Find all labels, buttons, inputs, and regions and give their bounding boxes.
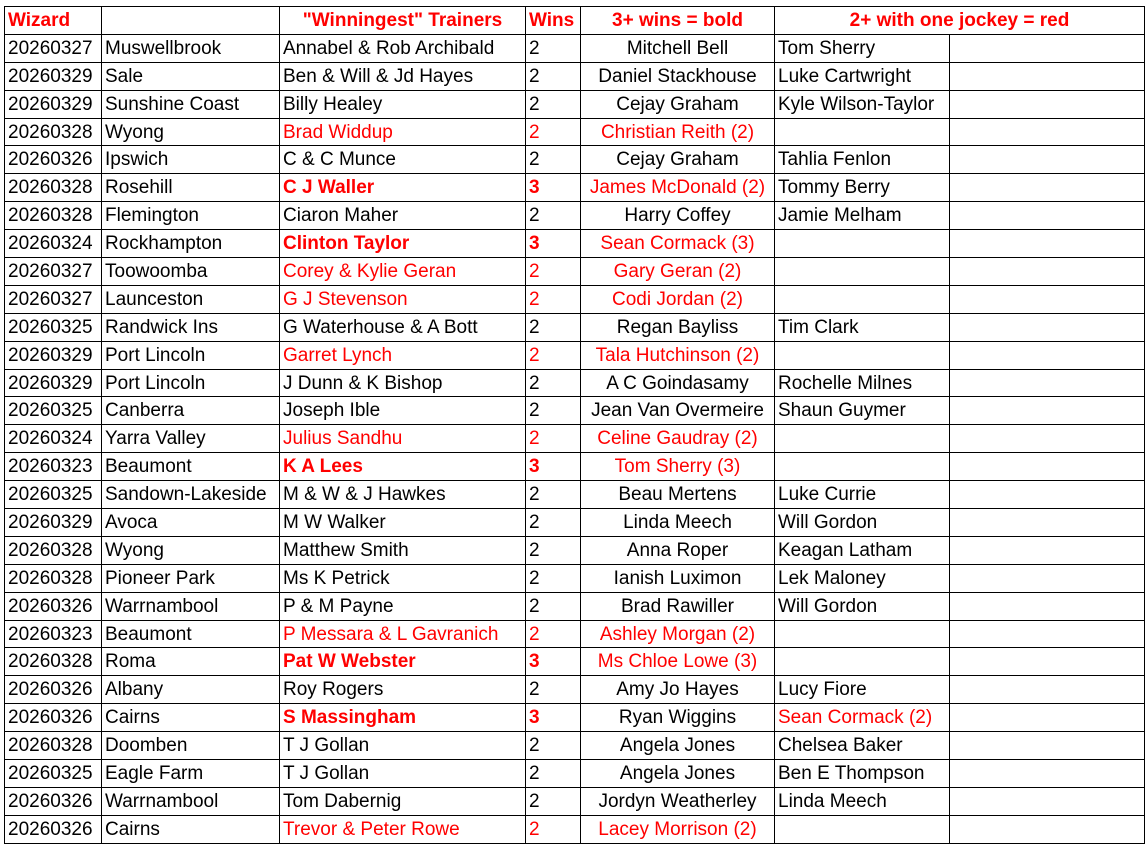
jockey2-cell[interactable]: Luke Currie xyxy=(775,481,950,509)
venue-cell[interactable]: Warrnambool xyxy=(102,787,280,815)
empty-cell[interactable] xyxy=(950,230,1145,258)
wins-cell[interactable]: 3 xyxy=(526,230,581,258)
wins-cell[interactable]: 2 xyxy=(526,258,581,286)
venue-cell[interactable]: Rockhampton xyxy=(102,230,280,258)
table-row xyxy=(5,453,1145,481)
empty-cell[interactable] xyxy=(950,313,1145,341)
trainer-cell[interactable]: M & W & J Hawkes xyxy=(280,481,526,509)
jockey-cell[interactable]: Jordyn Weatherley xyxy=(581,787,775,815)
venue-cell[interactable]: Beaumont xyxy=(102,620,280,648)
trainer-cell[interactable]: J Dunn & K Bishop xyxy=(280,369,526,397)
jockey-cell[interactable]: Christian Reith (2) xyxy=(581,118,775,146)
date-cell[interactable]: 20260328 xyxy=(5,564,102,592)
venue-cell[interactable]: Wyong xyxy=(102,118,280,146)
table-row xyxy=(5,90,1145,118)
trainer-cell[interactable]: Garret Lynch xyxy=(280,341,526,369)
trainer-cell[interactable]: Clinton Taylor xyxy=(280,230,526,258)
jockey2-cell[interactable]: Keagan Latham xyxy=(775,536,950,564)
wins-cell[interactable]: 2 xyxy=(526,397,581,425)
table-row xyxy=(5,258,1145,286)
jockey-cell[interactable]: Tala Hutchinson (2) xyxy=(581,341,775,369)
venue-cell[interactable]: Doomben xyxy=(102,732,280,760)
jockey2-cell[interactable] xyxy=(775,453,950,481)
trainer-cell[interactable]: Tom Dabernig xyxy=(280,787,526,815)
date-cell[interactable]: 20260328 xyxy=(5,174,102,202)
jockey2-cell[interactable]: Kyle Wilson-Taylor xyxy=(775,90,950,118)
venue-cell[interactable]: Ipswich xyxy=(102,146,280,174)
trainer-cell[interactable]: Trevor & Peter Rowe xyxy=(280,815,526,843)
wins-cell[interactable]: 3 xyxy=(526,648,581,676)
wins-cell[interactable]: 2 xyxy=(526,620,581,648)
date-cell[interactable]: 20260327 xyxy=(5,285,102,313)
trainer-cell[interactable]: Julius Sandhu xyxy=(280,425,526,453)
venue-cell[interactable]: Sale xyxy=(102,62,280,90)
date-cell[interactable]: 20260325 xyxy=(5,481,102,509)
table-row xyxy=(5,202,1145,230)
date-cell[interactable]: 20260323 xyxy=(5,620,102,648)
header-cell-bold-rule[interactable]: 3+ wins = bold xyxy=(581,7,775,35)
table-row xyxy=(5,230,1145,258)
table-row xyxy=(5,425,1145,453)
date-cell[interactable]: 20260329 xyxy=(5,62,102,90)
empty-cell[interactable] xyxy=(950,732,1145,760)
empty-cell[interactable] xyxy=(950,258,1145,286)
table-row xyxy=(5,592,1145,620)
jockey2-cell[interactable]: Rochelle Milnes xyxy=(775,369,950,397)
date-cell[interactable]: 20260327 xyxy=(5,34,102,62)
wins-cell[interactable]: 2 xyxy=(526,732,581,760)
jockey2-cell[interactable] xyxy=(775,815,950,843)
jockey-cell[interactable]: Codi Jordan (2) xyxy=(581,285,775,313)
jockey-cell[interactable]: James McDonald (2) xyxy=(581,174,775,202)
empty-cell[interactable] xyxy=(950,787,1145,815)
date-cell[interactable]: 20260325 xyxy=(5,313,102,341)
header-cell-wizard[interactable]: Wizard xyxy=(5,7,102,35)
jockey-cell[interactable]: Brad Rawiller xyxy=(581,592,775,620)
jockey2-cell[interactable]: Shaun Guymer xyxy=(775,397,950,425)
empty-cell[interactable] xyxy=(950,285,1145,313)
jockey-cell[interactable]: Cejay Graham xyxy=(581,90,775,118)
trainer-cell[interactable]: Ben & Will & Jd Hayes xyxy=(280,62,526,90)
table-row xyxy=(5,481,1145,509)
empty-cell[interactable] xyxy=(950,397,1145,425)
jockey-cell[interactable]: Regan Bayliss xyxy=(581,313,775,341)
empty-cell[interactable] xyxy=(950,620,1145,648)
table-row xyxy=(5,313,1145,341)
empty-cell[interactable] xyxy=(950,62,1145,90)
wins-cell[interactable]: 2 xyxy=(526,536,581,564)
venue-cell[interactable]: Rosehill xyxy=(102,174,280,202)
jockey-cell[interactable]: Mitchell Bell xyxy=(581,34,775,62)
venue-cell[interactable]: Eagle Farm xyxy=(102,760,280,788)
wins-cell[interactable]: 2 xyxy=(526,369,581,397)
table-row xyxy=(5,341,1145,369)
jockey2-cell[interactable]: Lek Maloney xyxy=(775,564,950,592)
venue-cell[interactable]: Canberra xyxy=(102,397,280,425)
venue-cell[interactable]: Muswellbrook xyxy=(102,34,280,62)
empty-cell[interactable] xyxy=(950,481,1145,509)
trainer-cell[interactable]: P Messara & L Gavranich xyxy=(280,620,526,648)
jockey2-cell[interactable]: Sean Cormack (2) xyxy=(775,704,950,732)
trainer-cell[interactable]: K A Lees xyxy=(280,453,526,481)
wins-cell[interactable]: 2 xyxy=(526,34,581,62)
jockey-cell[interactable]: Harry Coffey xyxy=(581,202,775,230)
empty-cell[interactable] xyxy=(950,453,1145,481)
table-row xyxy=(5,174,1145,202)
venue-cell[interactable]: Sunshine Coast xyxy=(102,90,280,118)
header-cell-red-rule[interactable]: 2+ with one jockey = red xyxy=(775,7,1145,35)
wins-cell[interactable]: 2 xyxy=(526,509,581,537)
date-cell[interactable]: 20260327 xyxy=(5,258,102,286)
jockey2-cell[interactable]: Luke Cartwright xyxy=(775,62,950,90)
jockey-cell[interactable]: Cejay Graham xyxy=(581,146,775,174)
wins-cell[interactable]: 2 xyxy=(526,341,581,369)
venue-cell[interactable]: Wyong xyxy=(102,536,280,564)
jockey2-cell[interactable] xyxy=(775,118,950,146)
table-row xyxy=(5,509,1145,537)
date-cell[interactable]: 20260328 xyxy=(5,536,102,564)
date-cell[interactable]: 20260326 xyxy=(5,815,102,843)
table-row xyxy=(5,676,1145,704)
table-row xyxy=(5,62,1145,90)
table-row xyxy=(5,815,1145,843)
trainers-table xyxy=(4,6,1145,844)
wins-cell[interactable]: 2 xyxy=(526,481,581,509)
table-body xyxy=(5,7,1145,844)
trainer-cell[interactable]: Pat W Webster xyxy=(280,648,526,676)
venue-cell[interactable]: Flemington xyxy=(102,202,280,230)
trainer-cell[interactable]: Annabel & Rob Archibald xyxy=(280,34,526,62)
empty-cell[interactable] xyxy=(950,369,1145,397)
table-row xyxy=(5,564,1145,592)
trainer-cell[interactable]: Corey & Kylie Geran xyxy=(280,258,526,286)
venue-cell[interactable]: Avoca xyxy=(102,509,280,537)
empty-cell[interactable] xyxy=(950,509,1145,537)
jockey2-cell[interactable] xyxy=(775,258,950,286)
table-row xyxy=(5,369,1145,397)
date-cell[interactable]: 20260329 xyxy=(5,341,102,369)
wins-cell[interactable]: 2 xyxy=(526,313,581,341)
jockey-cell[interactable]: Lacey Morrison (2) xyxy=(581,815,775,843)
jockey-cell[interactable]: Angela Jones xyxy=(581,760,775,788)
jockey2-cell[interactable] xyxy=(775,620,950,648)
jockey-cell[interactable]: Anna Roper xyxy=(581,536,775,564)
date-cell[interactable]: 20260325 xyxy=(5,397,102,425)
empty-cell[interactable] xyxy=(950,564,1145,592)
table-row xyxy=(5,536,1145,564)
date-cell[interactable]: 20260329 xyxy=(5,509,102,537)
jockey2-cell[interactable]: Ben E Thompson xyxy=(775,760,950,788)
wins-cell[interactable]: 2 xyxy=(526,787,581,815)
wins-cell[interactable]: 2 xyxy=(526,425,581,453)
empty-cell[interactable] xyxy=(950,704,1145,732)
jockey2-cell[interactable] xyxy=(775,341,950,369)
header-cell-trainers[interactable]: "Winningest" Trainers xyxy=(280,7,526,35)
wins-cell[interactable]: 2 xyxy=(526,118,581,146)
jockey2-cell[interactable]: Will Gordon xyxy=(775,592,950,620)
empty-cell[interactable] xyxy=(950,341,1145,369)
date-cell[interactable]: 20260326 xyxy=(5,592,102,620)
jockey-cell[interactable]: Daniel Stackhouse xyxy=(581,62,775,90)
jockey2-cell[interactable]: Tommy Berry xyxy=(775,174,950,202)
jockey2-cell[interactable]: Tom Sherry xyxy=(775,34,950,62)
jockey-cell[interactable]: Ianish Luximon xyxy=(581,564,775,592)
empty-cell[interactable] xyxy=(950,174,1145,202)
jockey-cell[interactable]: Ms Chloe Lowe (3) xyxy=(581,648,775,676)
wins-cell[interactable]: 3 xyxy=(526,174,581,202)
table-row xyxy=(5,787,1145,815)
date-cell[interactable]: 20260328 xyxy=(5,732,102,760)
wins-cell[interactable]: 2 xyxy=(526,202,581,230)
date-cell[interactable]: 20260324 xyxy=(5,230,102,258)
venue-cell[interactable]: Warrnambool xyxy=(102,592,280,620)
empty-cell[interactable] xyxy=(950,676,1145,704)
empty-cell[interactable] xyxy=(950,118,1145,146)
venue-cell[interactable]: Launceston xyxy=(102,285,280,313)
wins-cell[interactable]: 2 xyxy=(526,90,581,118)
date-cell[interactable]: 20260325 xyxy=(5,760,102,788)
date-cell[interactable]: 20260326 xyxy=(5,146,102,174)
header-cell-wins[interactable]: Wins xyxy=(526,7,581,35)
jockey-cell[interactable]: Amy Jo Hayes xyxy=(581,676,775,704)
venue-cell[interactable]: Albany xyxy=(102,676,280,704)
empty-cell[interactable] xyxy=(950,425,1145,453)
jockey2-cell[interactable]: Lucy Fiore xyxy=(775,676,950,704)
trainer-cell[interactable]: Billy Healey xyxy=(280,90,526,118)
jockey-cell[interactable]: Angela Jones xyxy=(581,732,775,760)
wins-cell[interactable]: 2 xyxy=(526,592,581,620)
date-cell[interactable]: 20260326 xyxy=(5,787,102,815)
jockey2-cell[interactable] xyxy=(775,285,950,313)
date-cell[interactable]: 20260326 xyxy=(5,704,102,732)
empty-cell[interactable] xyxy=(950,34,1145,62)
trainer-cell[interactable]: S Massingham xyxy=(280,704,526,732)
jockey-cell[interactable]: Jean Van Overmeire xyxy=(581,397,775,425)
trainer-cell[interactable]: G J Stevenson xyxy=(280,285,526,313)
date-cell[interactable]: 20260329 xyxy=(5,90,102,118)
jockey-cell[interactable]: Tom Sherry (3) xyxy=(581,453,775,481)
jockey2-cell[interactable]: Tim Clark xyxy=(775,313,950,341)
table-row xyxy=(5,648,1145,676)
wins-cell[interactable]: 2 xyxy=(526,760,581,788)
empty-cell[interactable] xyxy=(950,760,1145,788)
table-row xyxy=(5,397,1145,425)
trainer-cell[interactable]: Matthew Smith xyxy=(280,536,526,564)
empty-cell[interactable] xyxy=(950,536,1145,564)
jockey-cell[interactable]: Gary Geran (2) xyxy=(581,258,775,286)
jockey2-cell[interactable]: Chelsea Baker xyxy=(775,732,950,760)
date-cell[interactable]: 20260326 xyxy=(5,676,102,704)
venue-cell[interactable]: Roma xyxy=(102,648,280,676)
wins-cell[interactable]: 2 xyxy=(526,564,581,592)
venue-cell[interactable]: Toowoomba xyxy=(102,258,280,286)
jockey-cell[interactable]: Ryan Wiggins xyxy=(581,704,775,732)
table-row xyxy=(5,34,1145,62)
jockey-cell[interactable]: Celine Gaudray (2) xyxy=(581,425,775,453)
jockey2-cell[interactable] xyxy=(775,425,950,453)
empty-cell[interactable] xyxy=(950,90,1145,118)
wins-cell[interactable]: 2 xyxy=(526,62,581,90)
trainer-cell[interactable]: C J Waller xyxy=(280,174,526,202)
date-cell[interactable]: 20260324 xyxy=(5,425,102,453)
jockey2-cell[interactable] xyxy=(775,648,950,676)
wins-cell[interactable]: 2 xyxy=(526,676,581,704)
table-row xyxy=(5,760,1145,788)
venue-cell[interactable]: Yarra Valley xyxy=(102,425,280,453)
empty-cell[interactable] xyxy=(950,146,1145,174)
jockey-cell[interactable]: A C Goindasamy xyxy=(581,369,775,397)
trainer-cell[interactable]: Roy Rogers xyxy=(280,676,526,704)
date-cell[interactable]: 20260329 xyxy=(5,369,102,397)
jockey2-cell[interactable] xyxy=(775,230,950,258)
trainer-cell[interactable]: G Waterhouse & A Bott xyxy=(280,313,526,341)
venue-cell[interactable]: Sandown-Lakeside xyxy=(102,481,280,509)
wins-cell[interactable]: 3 xyxy=(526,704,581,732)
trainer-cell[interactable]: P & M Payne xyxy=(280,592,526,620)
trainer-cell[interactable]: T J Gollan xyxy=(280,760,526,788)
trainer-cell[interactable]: Ciaron Maher xyxy=(280,202,526,230)
jockey2-cell[interactable]: Tahlia Fenlon xyxy=(775,146,950,174)
wins-cell[interactable]: 2 xyxy=(526,146,581,174)
empty-cell[interactable] xyxy=(950,815,1145,843)
date-cell[interactable]: 20260323 xyxy=(5,453,102,481)
wins-cell[interactable]: 2 xyxy=(526,285,581,313)
date-cell[interactable]: 20260328 xyxy=(5,118,102,146)
date-cell[interactable]: 20260328 xyxy=(5,648,102,676)
venue-cell[interactable]: Port Lincoln xyxy=(102,369,280,397)
header-row xyxy=(5,7,1145,35)
venue-cell[interactable]: Cairns xyxy=(102,704,280,732)
wins-cell[interactable]: 3 xyxy=(526,453,581,481)
trainer-cell[interactable]: Joseph Ible xyxy=(280,397,526,425)
jockey-cell[interactable]: Linda Meech xyxy=(581,509,775,537)
jockey-cell[interactable]: Ashley Morgan (2) xyxy=(581,620,775,648)
jockey-cell[interactable]: Sean Cormack (3) xyxy=(581,230,775,258)
trainer-cell[interactable]: C & C Munce xyxy=(280,146,526,174)
table-row xyxy=(5,732,1145,760)
table-row xyxy=(5,118,1145,146)
jockey2-cell[interactable]: Linda Meech xyxy=(775,787,950,815)
trainer-cell[interactable]: Ms K Petrick xyxy=(280,564,526,592)
table-row xyxy=(5,285,1145,313)
venue-cell[interactable]: Randwick Ins xyxy=(102,313,280,341)
trainer-cell[interactable]: M W Walker xyxy=(280,509,526,537)
date-cell[interactable]: 20260328 xyxy=(5,202,102,230)
venue-cell[interactable]: Cairns xyxy=(102,815,280,843)
empty-cell[interactable] xyxy=(950,648,1145,676)
trainer-cell[interactable]: T J Gollan xyxy=(280,732,526,760)
table-row xyxy=(5,146,1145,174)
empty-cell[interactable] xyxy=(950,592,1145,620)
venue-cell[interactable]: Port Lincoln xyxy=(102,341,280,369)
venue-cell[interactable]: Pioneer Park xyxy=(102,564,280,592)
wins-cell[interactable]: 2 xyxy=(526,815,581,843)
jockey2-cell[interactable]: Will Gordon xyxy=(775,509,950,537)
table-row xyxy=(5,704,1145,732)
jockey-cell[interactable]: Beau Mertens xyxy=(581,481,775,509)
empty-cell[interactable] xyxy=(950,202,1145,230)
header-cell-blank[interactable] xyxy=(102,7,280,35)
venue-cell[interactable]: Beaumont xyxy=(102,453,280,481)
trainer-cell[interactable]: Brad Widdup xyxy=(280,118,526,146)
table-row xyxy=(5,620,1145,648)
jockey2-cell[interactable]: Jamie Melham xyxy=(775,202,950,230)
